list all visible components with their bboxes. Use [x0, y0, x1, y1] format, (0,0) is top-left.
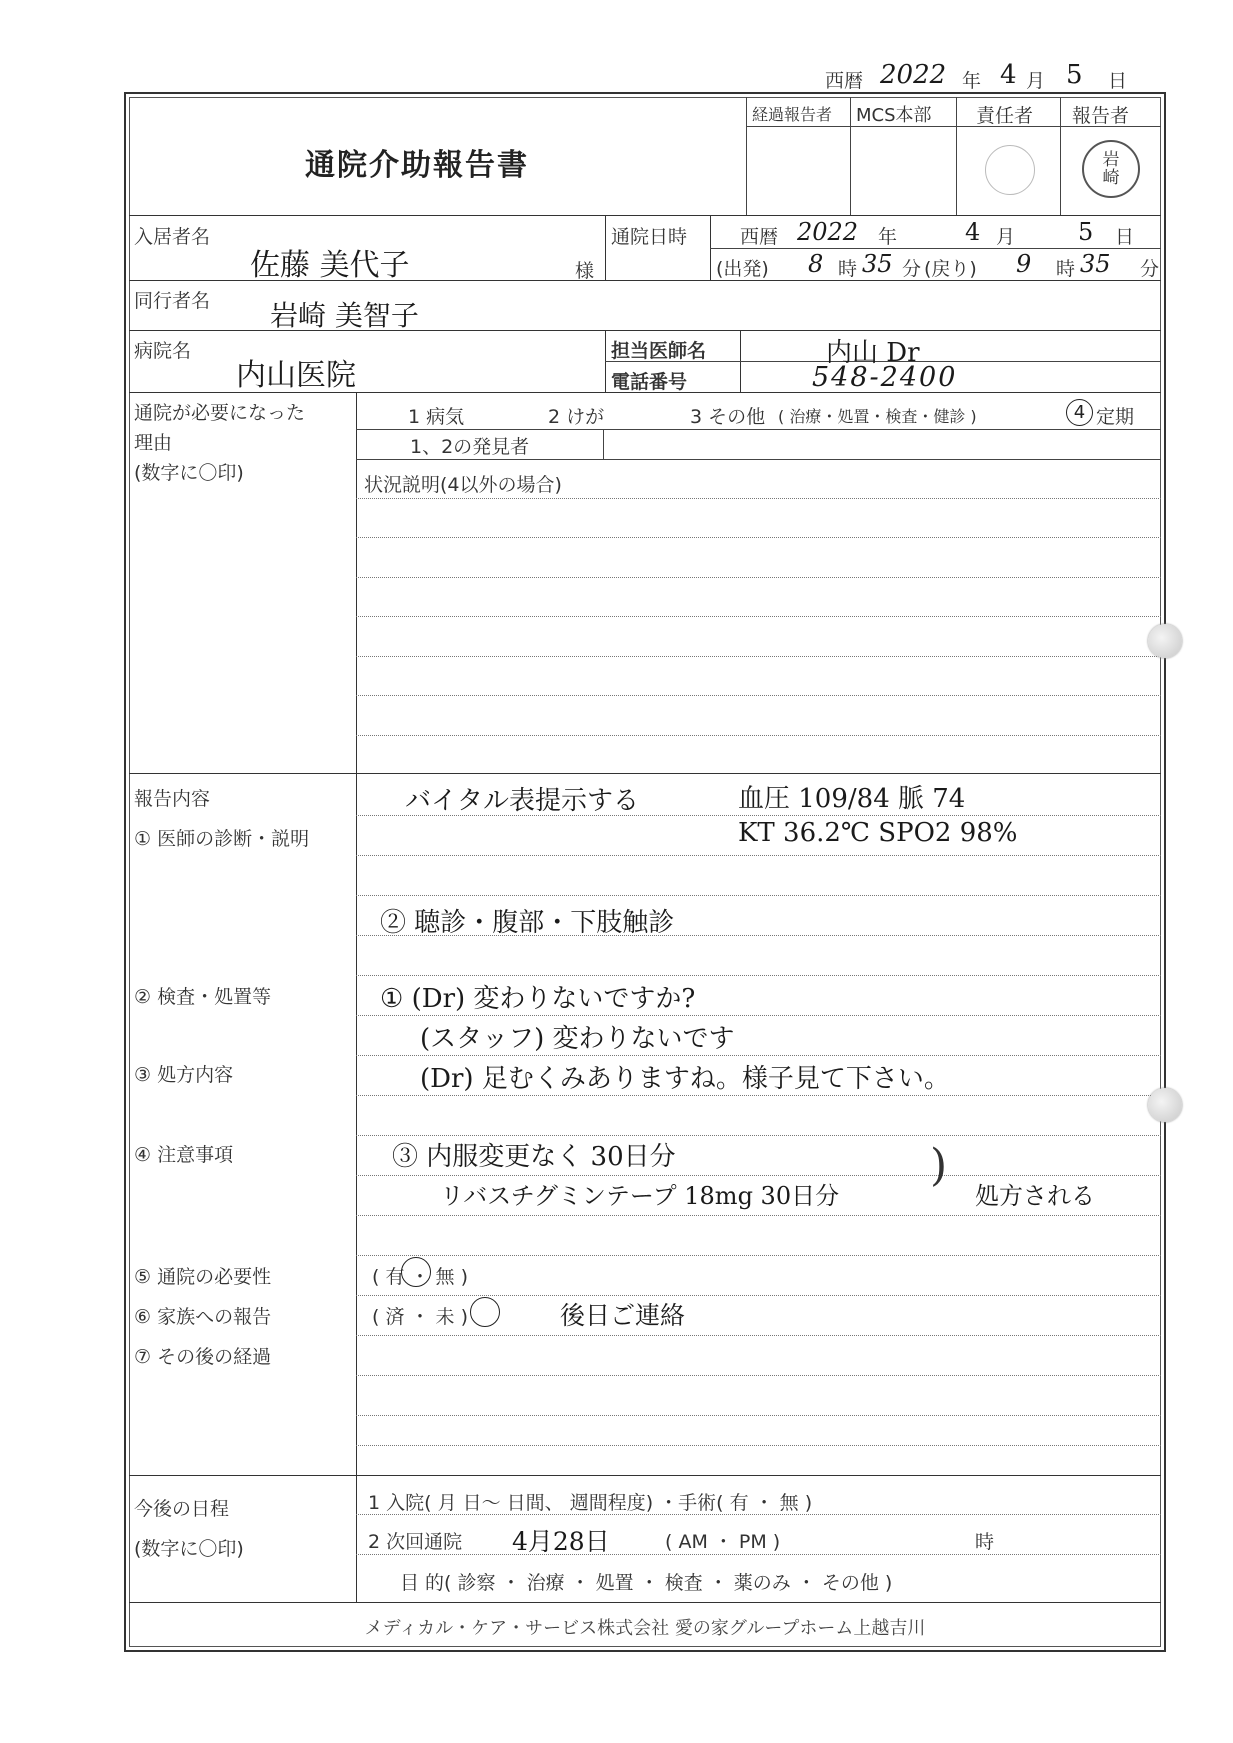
report-text-dialog-3: (Dr) 足むくみありますね。様子見て下さい。 — [420, 1064, 950, 1094]
depart-hour: 8 — [808, 250, 824, 278]
report-line-12 — [356, 1255, 1161, 1256]
mcs-label: MCS本部 — [856, 105, 932, 126]
doctor-label: 担当医師名 — [611, 340, 707, 362]
situation-line-7 — [356, 735, 1161, 736]
report-line-15 — [356, 1375, 1161, 1376]
visit-era: 西暦 — [740, 226, 779, 248]
depart-hour-unit: 時 — [838, 258, 858, 280]
report-item-2: ② 検査・処置等 — [134, 986, 272, 1008]
companion-name: 岩崎 美智子 — [270, 299, 419, 332]
report-text-temp-spo2: KT 36.2℃ SPO2 98% — [738, 818, 1018, 848]
resident-label: 入居者名 — [134, 226, 211, 248]
situation-line-2 — [356, 537, 1161, 538]
phone-value: 548-2400 — [812, 362, 958, 393]
reason-option-2: 2 けが — [548, 406, 605, 428]
report-text-prescribed: 処方される — [975, 1182, 1095, 1210]
date-year-unit: 年 — [962, 70, 982, 92]
reason-option-4-number: 4 — [1073, 402, 1086, 423]
report-line-3 — [356, 895, 1161, 896]
reason-label-2: 理由 — [134, 432, 173, 454]
progress-reporter-label: 経過報告者 — [752, 105, 833, 124]
schedule-label-1: 今後の日程 — [134, 1498, 230, 1520]
reporter-label: 報告者 — [1072, 105, 1130, 127]
companion-label: 同行者名 — [134, 290, 211, 312]
finder-label: 1、2の発見者 — [410, 436, 530, 458]
report-text-vitals: バイタル表提示する — [405, 786, 640, 816]
line-after-reason — [129, 773, 1161, 774]
report-text-exam: ② 聴診・腹部・下肢触診 — [380, 908, 675, 938]
return-minute: 35 — [1080, 250, 1111, 278]
label-column-divider — [356, 392, 357, 1602]
report-item-5: ⑤ 通院の必要性 — [134, 1266, 272, 1288]
date-day: 5 — [1066, 60, 1083, 90]
date-month-unit: 月 — [1026, 70, 1046, 92]
box-divider-3 — [956, 97, 957, 215]
report-line-5 — [356, 975, 1161, 976]
line-before-footer — [129, 1602, 1161, 1603]
depart-label: (出発) — [716, 258, 769, 280]
schedule-row-1: 1 入院( 月 日〜 日間、 週間程度) ・手術( 有 ・ 無 ) — [368, 1492, 813, 1514]
next-visit-date: 4月28日 — [512, 1527, 610, 1556]
situation-line-6 — [356, 695, 1161, 696]
report-line-6 — [356, 1015, 1161, 1016]
box-divider-4 — [1060, 97, 1061, 215]
report-text-prescription-2: リバスチグミンテープ 18mg 30日分 — [440, 1182, 840, 1210]
report-item-1: ① 医師の診断・説明 — [134, 828, 310, 850]
necessity-value: ( 有 ・ 無 ) — [372, 1266, 468, 1288]
report-line-14 — [356, 1335, 1161, 1336]
next-visit-ampm: ( AM ・ PM ) — [665, 1531, 781, 1553]
situation-line-5 — [356, 656, 1161, 657]
situation-line-4 — [356, 616, 1161, 617]
line-after-title — [129, 215, 1161, 216]
schedule-line-2 — [356, 1554, 1161, 1555]
family-selected-circle — [470, 1297, 500, 1327]
situation-line-3 — [356, 577, 1161, 578]
report-text-bp-pulse: 血圧 109/84 脈 74 — [738, 784, 966, 814]
visit-divider-1 — [605, 215, 606, 280]
date-year: 2022 — [880, 60, 947, 90]
reason-label-3: (数字に〇印) — [134, 462, 244, 484]
visit-year-unit: 年 — [878, 226, 898, 248]
hospital-name: 内山医院 — [236, 358, 356, 393]
report-item-4: ④ 注意事項 — [134, 1144, 234, 1166]
box-divider-2 — [850, 97, 851, 215]
hospital-label: 病院名 — [134, 340, 192, 362]
depart-minute-unit: 分 — [902, 258, 922, 280]
schedule-row-2-prefix: 2 次回通院 — [368, 1531, 463, 1553]
reason-option-4-circle — [1066, 399, 1093, 426]
reason-line-2 — [356, 459, 1161, 460]
doctor-name: 内山 Dr — [826, 338, 920, 368]
visit-month: 4 — [965, 218, 981, 246]
reporter-seal — [1082, 140, 1140, 198]
schedule-row-3: 目 的( 診察 ・ 治療 ・ 処置 ・ 検査 ・ 薬のみ ・ その他 ) — [400, 1572, 893, 1594]
report-line-11 — [356, 1215, 1161, 1216]
reporter-seal-text: 岩崎 — [1102, 150, 1120, 188]
resident-name: 佐藤 美代子 — [250, 248, 410, 283]
box-divider-1 — [746, 97, 747, 215]
family-note: 後日ご連絡 — [560, 1301, 686, 1330]
report-line-17 — [356, 1445, 1161, 1446]
report-item-6: ⑥ 家族への報告 — [134, 1306, 272, 1328]
report-text-dialog-2: (スタッフ) 変わりないです — [420, 1024, 735, 1054]
return-hour: 9 — [1016, 250, 1032, 278]
report-text-prescription-1: ③ 内服変更なく 30日分 — [392, 1142, 676, 1172]
date-month: 4 — [1000, 60, 1017, 90]
phone-label: 電話番号 — [611, 371, 688, 393]
report-text-dialog-1: ① (Dr) 変わりないですか? — [380, 984, 696, 1014]
situation-label: 状況説明(4以外の場合) — [364, 474, 562, 496]
responsible-seal — [985, 145, 1035, 195]
finder-divider — [603, 429, 604, 459]
reason-line-1 — [356, 429, 1161, 430]
next-visit-hour-unit: 時 — [975, 1531, 995, 1553]
visit-day-unit: 日 — [1115, 226, 1135, 248]
visit-year: 2022 — [797, 218, 859, 246]
visit-label: 通院日時 — [611, 226, 688, 248]
report-line-8 — [356, 1095, 1161, 1096]
punch-hole-top — [1148, 624, 1182, 658]
date-era: 西暦 — [825, 70, 864, 92]
family-value: ( 済 ・ 未 ) — [372, 1306, 468, 1328]
line-after-report — [129, 1475, 1161, 1476]
punch-hole-bottom — [1148, 1088, 1182, 1122]
situation-line-1 — [356, 498, 1161, 499]
return-label: (戻り) — [924, 258, 977, 280]
reason-option-1: 1 病気 — [408, 406, 465, 428]
report-line-16 — [356, 1415, 1161, 1416]
return-minute-unit: 分 — [1140, 258, 1160, 280]
report-label: 報告内容 — [134, 788, 211, 810]
report-bracket: ) — [930, 1140, 948, 1191]
schedule-label-2: (数字に〇印) — [134, 1538, 244, 1560]
form-title: 通院介助報告書 — [305, 148, 529, 183]
reason-option-4: 定期 — [1096, 406, 1135, 428]
return-hour-unit: 時 — [1056, 258, 1076, 280]
report-line-13 — [356, 1295, 1161, 1296]
responsible-label: 責任者 — [976, 105, 1034, 127]
report-item-7: ⑦ その後の経過 — [134, 1346, 272, 1368]
necessity-selected-circle — [401, 1257, 431, 1287]
date-day-unit: 日 — [1108, 70, 1128, 92]
report-line-2 — [356, 855, 1161, 856]
reason-option-3-detail: ( 治療・処置・検査・健診 ) — [778, 407, 977, 426]
visit-day: 5 — [1078, 218, 1094, 246]
reason-option-3: 3 その他 — [690, 406, 766, 428]
reason-label-1: 通院が必要になった — [134, 402, 306, 424]
report-line-7 — [356, 1055, 1161, 1056]
visit-month-unit: 月 — [996, 226, 1016, 248]
report-item-3: ③ 処方内容 — [134, 1064, 234, 1086]
depart-minute: 35 — [862, 250, 893, 278]
resident-honorific: 様 — [575, 260, 595, 282]
footer-company: メディカル・ケア・サービス株式会社 愛の家グループホーム上越吉川 — [364, 1618, 926, 1639]
